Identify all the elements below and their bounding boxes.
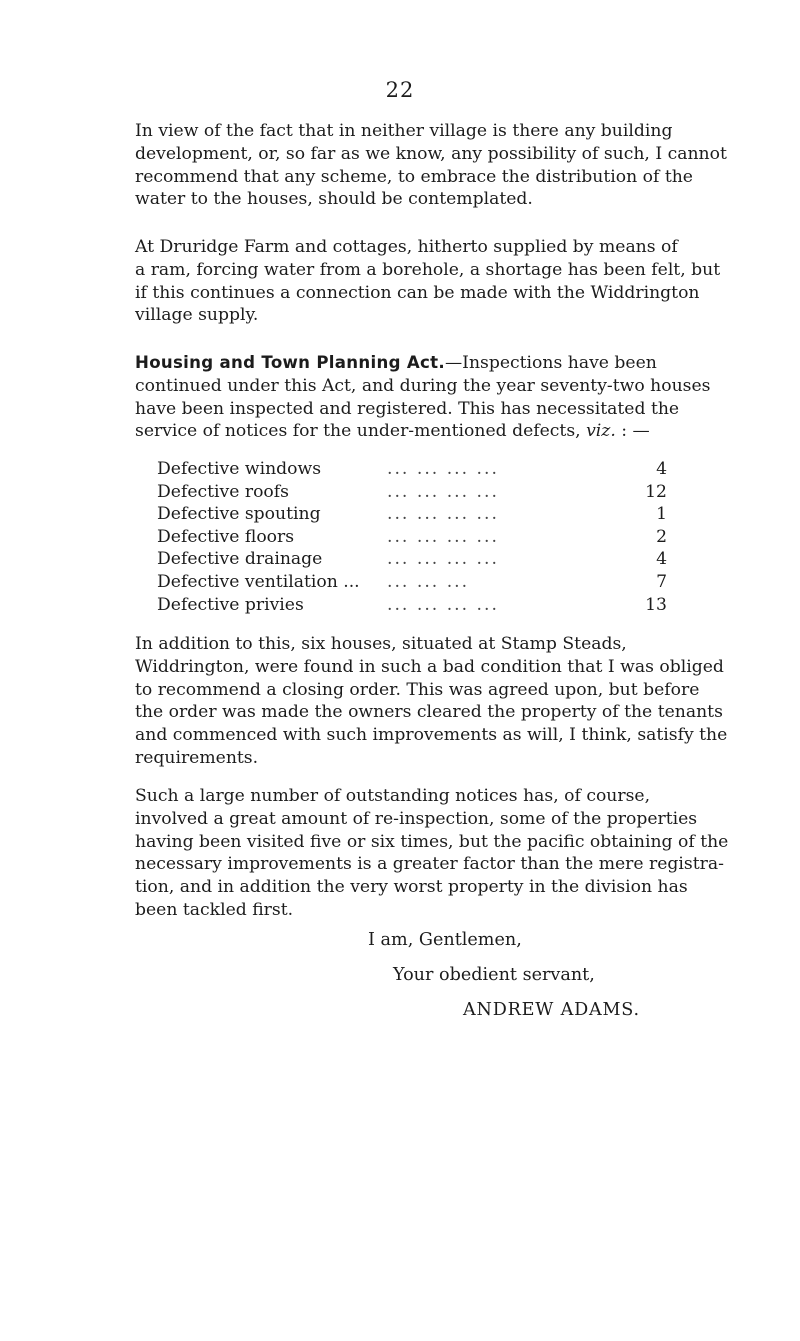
text-line <box>135 420 785 443</box>
text-line: having been visited five or six times, but the pacific obtaining of the <box>135 831 729 852</box>
defects-list <box>157 458 667 616</box>
defect-row-ventilation <box>157 571 667 594</box>
text-line: village supply. <box>135 305 259 326</box>
text-fragment: service of notices for the under-mentioned defects, <box>135 421 587 442</box>
defect-count: 7 <box>656 571 667 592</box>
closing-greeting: I am, Gentlemen, <box>368 930 522 950</box>
text-line: In view of the fact that in neither village is there any building <box>135 121 673 141</box>
text-fragment: : — <box>615 421 650 442</box>
text-line: necessary improvements is a greater factor than the mere registra- <box>135 854 724 875</box>
defect-row-spouting <box>157 503 667 526</box>
defect-label: Defective roofs <box>157 481 289 502</box>
defect-count: 4 <box>656 459 667 479</box>
defect-label: Defective spouting <box>157 504 321 525</box>
heading-continuation: —Inspections have been <box>444 353 657 373</box>
paragraph-outstanding-notices <box>135 785 785 922</box>
text-line: been tackled first. <box>135 899 294 920</box>
text-line: development, or, so far as we know, any possibility of such, I cannot <box>135 143 727 164</box>
defect-label: Defective ventilation ... <box>157 571 360 592</box>
defect-count: 1 <box>656 504 667 525</box>
text-line: In addition to this, six houses, situated at Stamp Steads, <box>135 634 627 654</box>
paragraph-housing-act <box>135 352 785 443</box>
dot-leader: ... ... ... ... <box>387 481 499 502</box>
defect-label: Defective drainage <box>157 549 323 570</box>
text-line: involved a great amount of re-inspection, some of the properties <box>135 808 698 829</box>
dot-leader: ... ... ... ... <box>387 594 499 615</box>
dot-leader: ... ... ... ... <box>387 459 499 479</box>
dot-leader: ... ... ... ... <box>387 526 499 547</box>
dot-leader: ... ... ... ... <box>387 549 499 570</box>
text-line: requirements. <box>135 747 259 768</box>
text-line: water to the houses, should be contemplated. <box>135 189 533 210</box>
paragraph-stamp-steads <box>135 633 785 770</box>
defect-row-privies <box>157 594 667 617</box>
defect-row-floors <box>157 526 667 549</box>
defect-count: 12 <box>645 481 667 502</box>
defect-label: Defective privies <box>157 594 304 615</box>
defect-row-roofs <box>157 481 667 504</box>
italic-viz: viz. <box>586 421 616 442</box>
closing-servant: Your obedient servant, <box>393 965 595 985</box>
text-line: and commenced with such improvements as will, I think, satisfy the <box>135 725 728 746</box>
defect-count: 2 <box>656 526 667 547</box>
defect-label: Defective windows <box>157 459 322 479</box>
text-line: Such a large number of outstanding notices has, of course, <box>135 786 651 806</box>
signature: ANDREW ADAMS. <box>463 1000 640 1020</box>
defect-count: 13 <box>645 594 667 615</box>
defect-count: 4 <box>656 549 667 570</box>
paragraph-druridge-farm <box>135 236 785 327</box>
defect-row-windows <box>157 458 667 481</box>
text-line: to recommend a closing order. This was agreed upon, but before <box>135 679 700 700</box>
text-line: a ram, forcing water from a borehole, a shortage has been felt, but <box>135 259 721 280</box>
text-line <box>135 352 785 375</box>
text-line: At Druridge Farm and cottages, hitherto supplied by means of <box>135 237 678 257</box>
page-number: 22 <box>385 78 415 102</box>
text-line: tion, and in addition the very worst property in the division has <box>135 877 688 898</box>
dot-leader: ... ... ... <box>387 571 470 592</box>
text-line: continued under this Act, and during the year seventy-two houses <box>135 375 711 396</box>
paragraph-water-distribution <box>135 120 785 211</box>
text-line: if this continues a connection can be made with the Widdrington <box>135 282 700 303</box>
defect-row-drainage <box>157 548 667 571</box>
text-line: recommend that any scheme, to embrace the distribution of the <box>135 166 693 187</box>
dot-leader: ... ... ... ... <box>387 504 499 525</box>
section-heading: Housing and Town Planning Act. <box>135 353 445 372</box>
defect-label: Defective floors <box>157 526 295 547</box>
text-line: the order was made the owners cleared the property of the tenants <box>135 702 723 723</box>
text-line: have been inspected and registered. This has necessitated the <box>135 398 680 419</box>
text-line: Widdrington, were found in such a bad condition that I was obliged <box>135 656 724 677</box>
